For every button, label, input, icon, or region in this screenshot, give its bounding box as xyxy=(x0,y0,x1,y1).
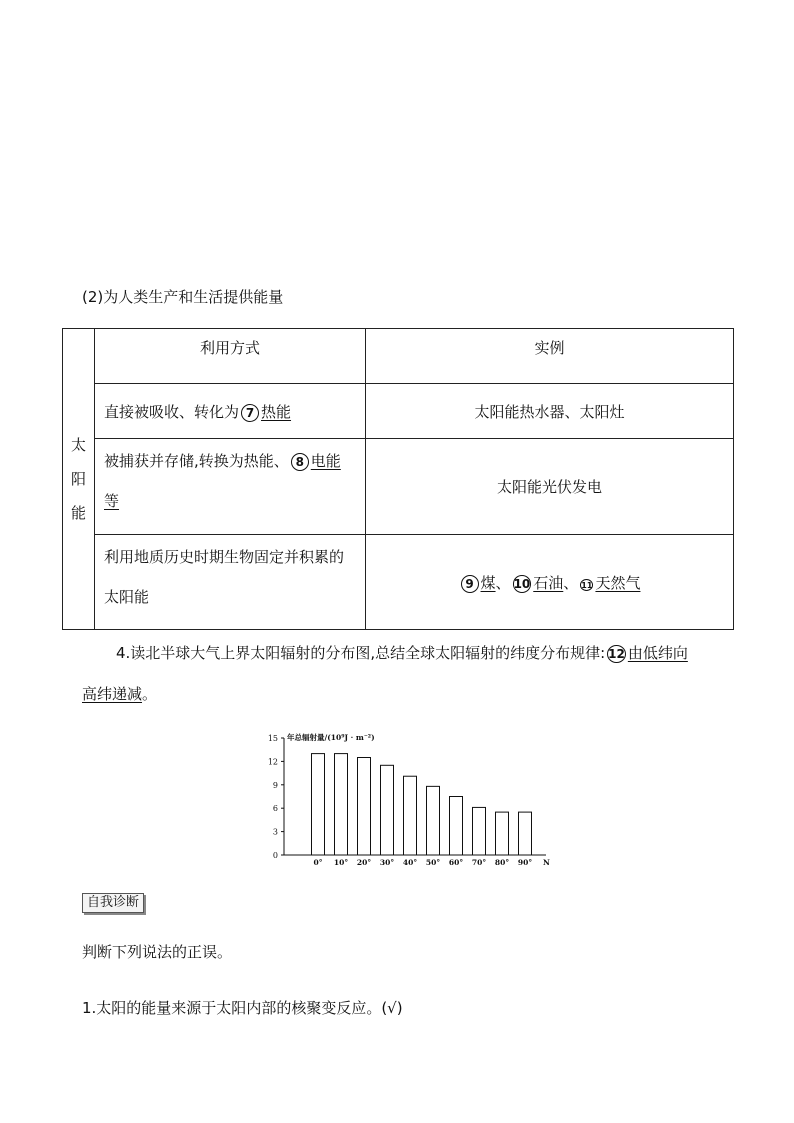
answer-tail: 等 xyxy=(104,492,120,510)
answer-text: 高纬递减 xyxy=(82,685,143,703)
bar xyxy=(404,776,417,855)
table-row xyxy=(63,439,734,535)
judge-instruction: 判断下列说法的正误。 xyxy=(82,943,233,961)
side-char: 能 xyxy=(70,504,86,522)
punctuation: 。 xyxy=(142,685,158,703)
example-cell xyxy=(366,535,734,630)
x-tick-label: 30° xyxy=(379,858,395,867)
x-tick-label: 0° xyxy=(313,858,323,867)
answer-text: 由低纬向 xyxy=(627,644,688,662)
answer-number: 12 xyxy=(608,647,625,661)
chart-layer xyxy=(268,732,550,867)
answer-number: 11 xyxy=(581,580,593,590)
usage-text: 直接被吸收、转化为 xyxy=(104,402,240,421)
y-tick-label: 3 xyxy=(272,827,278,837)
table-row xyxy=(63,535,734,630)
bar xyxy=(335,754,348,855)
x-tick-label: 80° xyxy=(494,858,510,867)
answer-text: 电能 xyxy=(310,452,341,470)
answer-text: 天然气 xyxy=(595,573,641,592)
bar xyxy=(381,765,394,855)
x-tick-label: 40° xyxy=(402,858,418,867)
side-label-cell xyxy=(63,329,95,630)
usage-cell xyxy=(95,384,366,439)
separator: 、 xyxy=(563,573,579,592)
y-axis-label: 年总辐射量/(10⁹J · m⁻²) xyxy=(287,733,375,742)
answer-text: 热能 xyxy=(261,402,292,421)
section-heading: (2)为人类生产和生活提供能量 xyxy=(82,288,284,306)
bar xyxy=(312,754,325,855)
example-cell: 太阳能光伏发电 xyxy=(366,439,734,535)
side-char: 太 xyxy=(70,436,86,454)
bar xyxy=(496,812,509,855)
y-tick-label: 0 xyxy=(272,851,278,860)
y-tick-label: 6 xyxy=(272,804,278,814)
bar xyxy=(358,758,371,856)
separator: 、 xyxy=(495,573,511,592)
question-4-cont xyxy=(82,684,157,704)
usage-text: 太阳能 xyxy=(104,588,150,606)
answer-number: 10 xyxy=(513,576,531,591)
answer-text: 石油 xyxy=(533,573,564,592)
header-usage: 利用方式 xyxy=(95,329,366,384)
bar xyxy=(450,797,463,856)
x-axis-unit: N xyxy=(543,858,550,867)
x-tick-label: 50° xyxy=(425,858,441,867)
bar xyxy=(427,786,440,855)
usage-cell xyxy=(95,439,366,535)
header-example: 实例 xyxy=(366,329,734,384)
x-tick-label: 20° xyxy=(356,858,372,867)
bar xyxy=(473,807,486,855)
example-cell: 太阳能热水器、太阳灶 xyxy=(366,384,734,439)
answer-number: 9 xyxy=(461,575,479,593)
question-4 xyxy=(116,643,736,663)
y-tick-label: 15 xyxy=(267,734,278,743)
statement-1: 1.太阳的能量来源于太阳内部的核聚变反应。(√) xyxy=(82,999,403,1017)
side-char: 阳 xyxy=(70,470,86,488)
solar-energy-table xyxy=(62,328,734,630)
bar xyxy=(519,812,532,855)
usage-text: 被捕获并存储,转换为热能、 xyxy=(104,452,289,470)
self-check-tag: 自我诊断 xyxy=(82,893,144,913)
table-row xyxy=(63,384,734,439)
x-tick-label: 70° xyxy=(471,858,487,867)
x-tick-label: 10° xyxy=(333,858,349,867)
usage-cell xyxy=(95,535,366,630)
solar-radiation-chart xyxy=(255,728,550,870)
y-tick-label: 9 xyxy=(272,780,278,790)
x-tick-label: 90° xyxy=(517,858,533,867)
answer-number: 8 xyxy=(291,453,309,471)
usage-text: 利用地质历史时期生物固定并积累的 xyxy=(104,548,345,566)
x-tick-label: 60° xyxy=(448,858,464,867)
question-text: 4.读北半球大气上界太阳辐射的分布图,总结全球太阳辐射的纬度分布规律: xyxy=(116,644,606,662)
y-tick-label: 12 xyxy=(267,757,278,767)
answer-number: 7 xyxy=(241,404,259,422)
answer-text: 煤 xyxy=(480,573,496,592)
